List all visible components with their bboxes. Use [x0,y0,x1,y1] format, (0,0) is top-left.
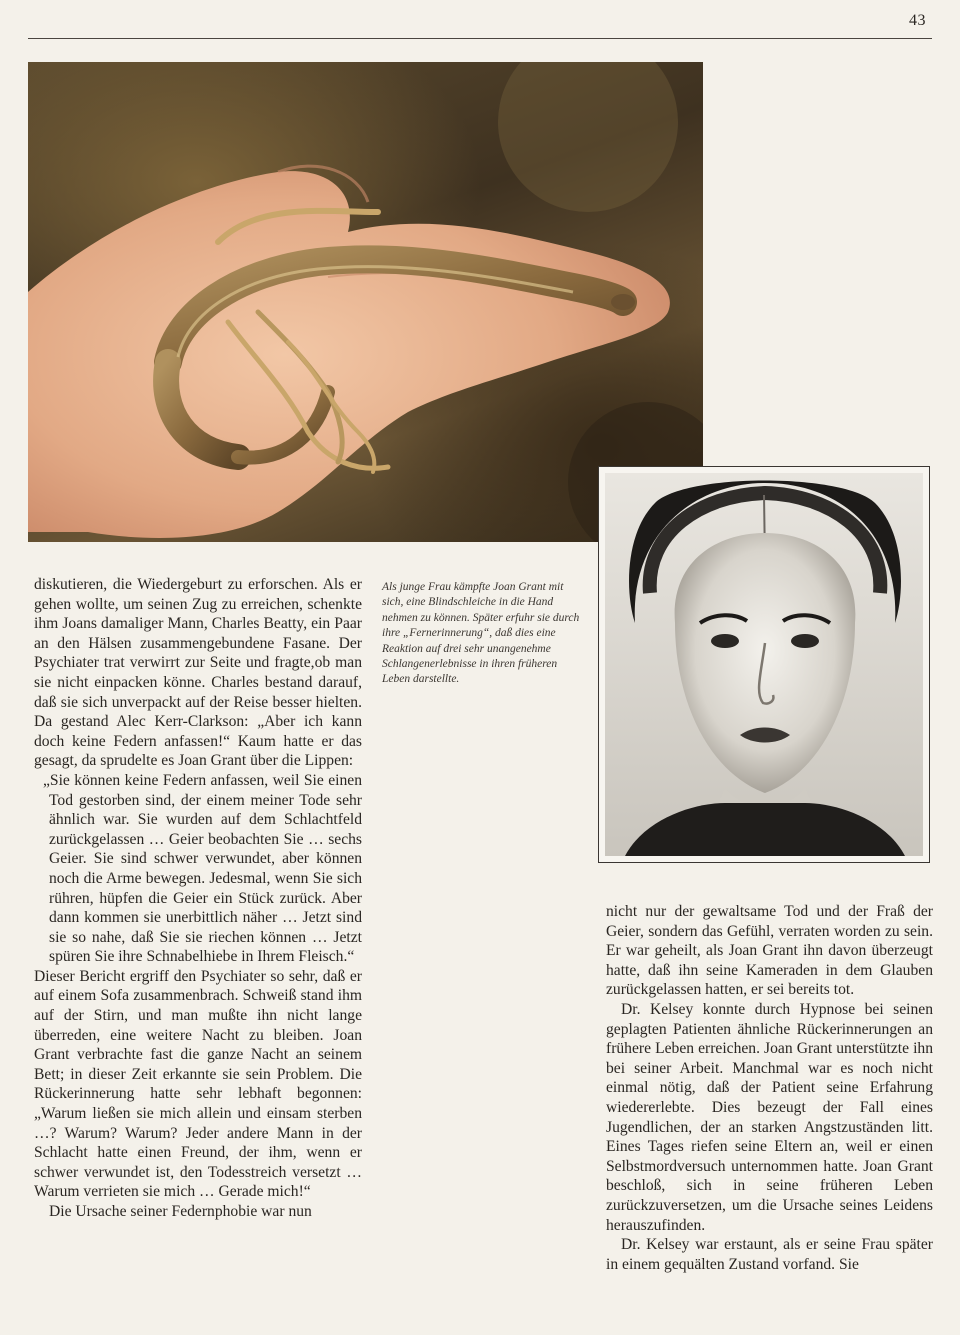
paragraph: Dr. Kelsey konnte durch Hypnose bei seinen geplagten Patienten ähnliche Rückerinnerungen an frühere Leben erreichen. Joan Grant unterstützte ihn bei seiner Arbeit. Manchmal war es noch nicht einmal nötig, daß der Patient seine Erfahrung wiedererlebte. Dies bezeugt der Fall eines Jugendlichen, der an starken Angstzuständen litt. Eines Tages riefen seine Eltern an, weil er einen Selbstmordversuch unternommen hatte. Joan Grant beschloß, sich in seine früheren Leben zurückzuversetzen, um die Ursache seines Leidens herauszufinden. [606,1000,933,1234]
portrait-illustration [605,473,923,856]
article-right-column [606,902,933,1274]
article-left-column [34,575,362,1222]
photo-caption: Als junge Frau kämpfte Joan Grant mit sich, eine Blindschleiche in die Hand nehmen zu können. Später erfuhr sie durch ihre „Fernerinnerung“, daß dies eine Reaktion auf drei sehr unangenehme Schlangenerlebnisse in ihren früheren Leben darstellte. [382,581,580,686]
paragraph: Dr. Kelsey war erstaunt, als er seine Frau später in einem gequälten Zustand vorfand. Sie [606,1236,933,1273]
header-rule [28,38,932,39]
quote-paragraph: „Sie können keine Federn anfassen, weil Sie einen Tod gestorben sind, der einem meiner Tode sehr ähnlich war. Sie wurden auf dem Schlachtfeld zurückgelassen … Geier beobachten Sie … sechs Geier. Sie sind schwer verwundet, aber können noch die Arme bewegen. Jedesmal, wenn Sie sich rühren, hüpfen die Geier ein Stück zurück. Aber dann kommen sie unerbittlich näher … Jetzt sind sie so nahe, daß Sie sie riechen können … Jetzt spüren Sie ihre Schnabelhiebe in Ihrem Fleisch.“ [43,771,362,966]
joan-grant-portrait [598,466,930,863]
paragraph: Dieser Bericht ergriff den Psychiater so sehr, daß er auf einem Sofa zusammenbrach. Schweiß stand ihm auf der Stirn, und man mußte ihn nicht lange überreden, eine weitere Nacht zu bleiben. Joan Grant verbrachte fast die ganze Nacht an seinem Bett; in dieser Zeit erkannte sie sein Problem. Die Rückerinnerung hatte sehr lebhaft begonnen: „Warum ließen sie mich allein und einsam sterben …? Warum? Warum? Jeder andere Mann in der Schlacht hatte einen Freund, der ihm, wenn er schwer verwundet ist, den Todesstreich versetzt … Warum verrieten sie mich … Gerade mich!“ [34,967,362,1201]
paragraph: Die Ursache seiner Federnphobie war nun [49,1203,312,1220]
paragraph: diskutieren, die Wiedergeburt zu erforschen. Als er gehen wollte, um seinen Zug zu erreichen, schenkte ihm Joans damaliger Mann, Charles Beatty, ein Paar an den Hälsen zusammengebundene Fasane. Der Psychiater trat verwirrt zur Seite und fragte,ob man sie nicht einpacken könne. Charles bestand darauf, daß sie sich unverpackt auf der Reise besser hielten. Da gestand Alec Kerr-Clarkson: „Aber ich kann doch keine Federn anfassen!“ Kaum hatte er das gesagt, da sprudelte es Joan Grant über die Lippen: [34,576,362,770]
paragraph: nicht nur der gewaltsame Tod und der Fraß der Geier, sondern das Gefühl, verraten worden zu sein. Er war geheilt, als Joan Grant ihn davon überzeugt hatte, daß ihn seine Kameraden in dem Glauben zurückgelassen hatten, er sei bereits tot. [606,903,933,999]
page-number: 43 [909,12,926,29]
